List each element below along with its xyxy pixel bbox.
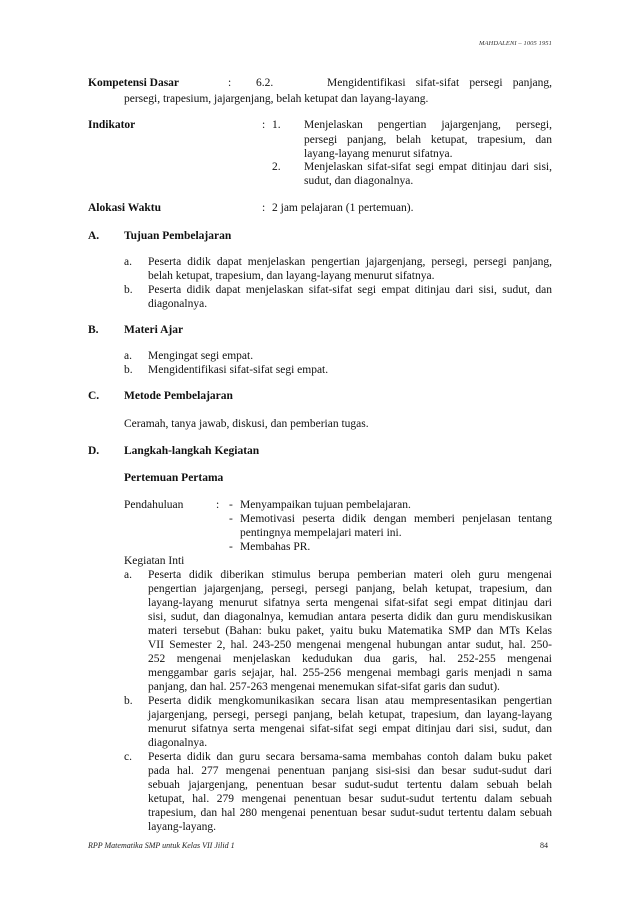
inti-c-label: c. bbox=[124, 751, 132, 763]
inti-a-line-5: materi tersebut (Bahan: buku paket, yaitu buku Matematika SMP dan MTs Kelas bbox=[148, 625, 552, 637]
inti-c-line-4: ketupat, hal. 279 mengenai penentuan besar sudut-sudut tertentu dalam sebuah bbox=[148, 793, 552, 805]
section-b-item-b-label: b. bbox=[124, 364, 133, 376]
pendahuluan-item-3: Membahas PR. bbox=[240, 541, 311, 553]
inti-b-line-3: menurut sifatnya serta mengenai sifat-sifat segi empat ditinjau dari sisi, sudut, dan bbox=[148, 723, 552, 735]
kompetensi-text-2: persegi, trapesium, jajargenjang, belah ketupat dan layang-layang. bbox=[124, 93, 429, 105]
alokasi-label: Alokasi Waktu bbox=[88, 202, 161, 214]
section-d-title: Langkah-langkah Kegiatan bbox=[124, 445, 260, 457]
kompetensi-text-1: Mengidentifikasi sifat-sifat persegi panjang, bbox=[327, 77, 552, 89]
pendahuluan-dash-1: - bbox=[229, 499, 233, 511]
section-c-text: Ceramah, tanya jawab, diskusi, dan pemberian tugas. bbox=[124, 418, 369, 430]
pendahuluan-item-2-line-1: Memotivasi peserta didik dengan memberi penjelasan tentang bbox=[240, 513, 552, 525]
inti-a-line-7: 252 mengenai menjelaskan kedudukan dua garis, hal. 252-255 mengenai bbox=[148, 653, 552, 665]
inti-c-line-5: trapesium, dan hal 280 mengenai penentuan besar sudut-sudut tertentu dalam sebuah bbox=[148, 807, 552, 819]
indikator-1-line-2: persegi panjang, belah ketupat, trapesium, dan bbox=[304, 134, 552, 146]
section-a-title: Tujuan Pembelajaran bbox=[124, 230, 232, 242]
inti-b-line-2: jajargenjang, persegi, persegi panjang, belah ketupat, trapesium, dan layang-layang bbox=[148, 709, 552, 721]
indikator-1-line-1: Menjelaskan pengertian jajargenjang, persegi, bbox=[304, 119, 552, 131]
pendahuluan-item-2-line-2: pentingnya mempelajari materi ini. bbox=[240, 527, 402, 539]
pendahuluan-dash-3: - bbox=[229, 541, 233, 553]
indikator-2-line-2: sudut, dan diagonalnya. bbox=[304, 175, 414, 187]
inti-b-line-1: Peserta didik mengkomunikasikan secara lisan atau mempresentasikan pengertian bbox=[148, 695, 552, 707]
section-b-item-a-text: Mengingat segi empat. bbox=[148, 350, 254, 362]
section-a-letter: A. bbox=[88, 230, 100, 242]
section-a-item-b-line-1: Peserta didik dapat menjelaskan sifat-sifat segi empat ditinjau dari sisi, sudut, dan bbox=[148, 284, 552, 296]
section-a-item-b-line-2: diagonalnya. bbox=[148, 298, 208, 310]
section-b-item-a-label: a. bbox=[124, 350, 132, 362]
inti-c-line-6: layang-layang. bbox=[148, 821, 217, 833]
section-c-title: Metode Pembelajaran bbox=[124, 390, 233, 402]
section-c-letter: C. bbox=[88, 390, 100, 402]
page-number: 84 bbox=[540, 841, 548, 850]
inti-a-line-2: pengertian jajargenjang, persegi, persegi panjang, belah ketupat, trapesium, dan bbox=[148, 583, 552, 595]
indikator-2-num: 2. bbox=[272, 161, 281, 173]
header-author: MAHDALENI – 1005 1951 bbox=[478, 40, 552, 47]
indikator-1-num: 1. bbox=[272, 119, 281, 131]
inti-a-line-9: panjang, dan hal. 257-263 mengenai menemukan sifat-sifat garis dan sudut). bbox=[148, 681, 500, 693]
kompetensi-number: 6.2. bbox=[256, 77, 274, 89]
indikator-colon: : bbox=[262, 119, 266, 131]
inti-b-line-4: diagonalnya. bbox=[148, 737, 208, 749]
pendahuluan-colon: : bbox=[216, 499, 220, 511]
inti-c-line-3: sebuah jajargenjang, penentuan besar sudut-sudut tertentu dalam sebuah belah bbox=[148, 779, 552, 791]
indikator-label: Indikator bbox=[88, 119, 136, 131]
inti-b-label: b. bbox=[124, 695, 133, 707]
indikator-1-line-3: layang-layang menurut sifatnya. bbox=[304, 148, 453, 160]
section-d-subtitle: Pertemuan Pertama bbox=[124, 472, 224, 484]
section-b-letter: B. bbox=[88, 324, 99, 336]
kegiatan-inti-label: Kegiatan Inti bbox=[124, 555, 185, 567]
section-a-item-a-line-1: Peserta didik dapat menjelaskan pengertian jajargenjang, persegi, persegi panjang, bbox=[148, 256, 552, 268]
pendahuluan-label: Pendahuluan bbox=[124, 499, 184, 511]
indikator-2-line-1: Menjelaskan sifat-sifat segi empat ditinjau dari sisi, bbox=[304, 161, 552, 173]
section-b-item-b-text: Mengidentifikasi sifat-sifat segi empat. bbox=[148, 364, 329, 376]
inti-a-line-3: layang-layang menurut sifatnya serta mengenai sifat-sifat segi empat ditinjau dari bbox=[148, 597, 552, 609]
footer-title: RPP Matematika SMP untuk Kelas VII Jilid 1 bbox=[88, 841, 235, 850]
inti-a-label: a. bbox=[124, 569, 132, 581]
section-a-item-a-label: a. bbox=[124, 256, 132, 268]
inti-a-line-6: VII Semester 2, hal. 243-250 mengenai mengenal hubungan antar sudut, hal. 250- bbox=[148, 639, 552, 651]
pendahuluan-dash-2: - bbox=[229, 513, 233, 525]
kompetensi-colon: : bbox=[228, 77, 232, 89]
alokasi-colon: : bbox=[262, 202, 266, 214]
inti-a-line-1: Peserta didik diberikan stimulus berupa pemberian materi oleh guru mengenai bbox=[148, 569, 552, 581]
alokasi-value: 2 jam pelajaran (1 pertemuan). bbox=[272, 202, 414, 214]
kompetensi-label: Kompetensi Dasar bbox=[88, 77, 180, 89]
inti-c-line-1: Peserta didik dan guru secara bersama-sama membahas contoh dalam buku paket bbox=[148, 751, 552, 763]
inti-a-line-8: menggambar garis sejajar, hal. 255-256 mengenai membagi garis menjadi n sama bbox=[148, 667, 552, 679]
section-d-letter: D. bbox=[88, 445, 100, 457]
inti-a-line-4: sisi, sudut, dan diagonalnya, kemudian antara peserta didik dan guru mendiskusikan bbox=[148, 611, 552, 623]
pendahuluan-item-1: Menyampaikan tujuan pembelajaran. bbox=[240, 499, 411, 511]
section-a-item-b-label: b. bbox=[124, 284, 133, 296]
inti-c-line-2: pada hal. 277 mengenai penentuan panjang sisi-sisi dan besar sudut-sudut dari bbox=[148, 765, 552, 777]
section-b-title: Materi Ajar bbox=[124, 324, 184, 336]
section-a-item-a-line-2: belah ketupat, trapesium, dan layang-layang menurut sifatnya. bbox=[148, 270, 435, 282]
